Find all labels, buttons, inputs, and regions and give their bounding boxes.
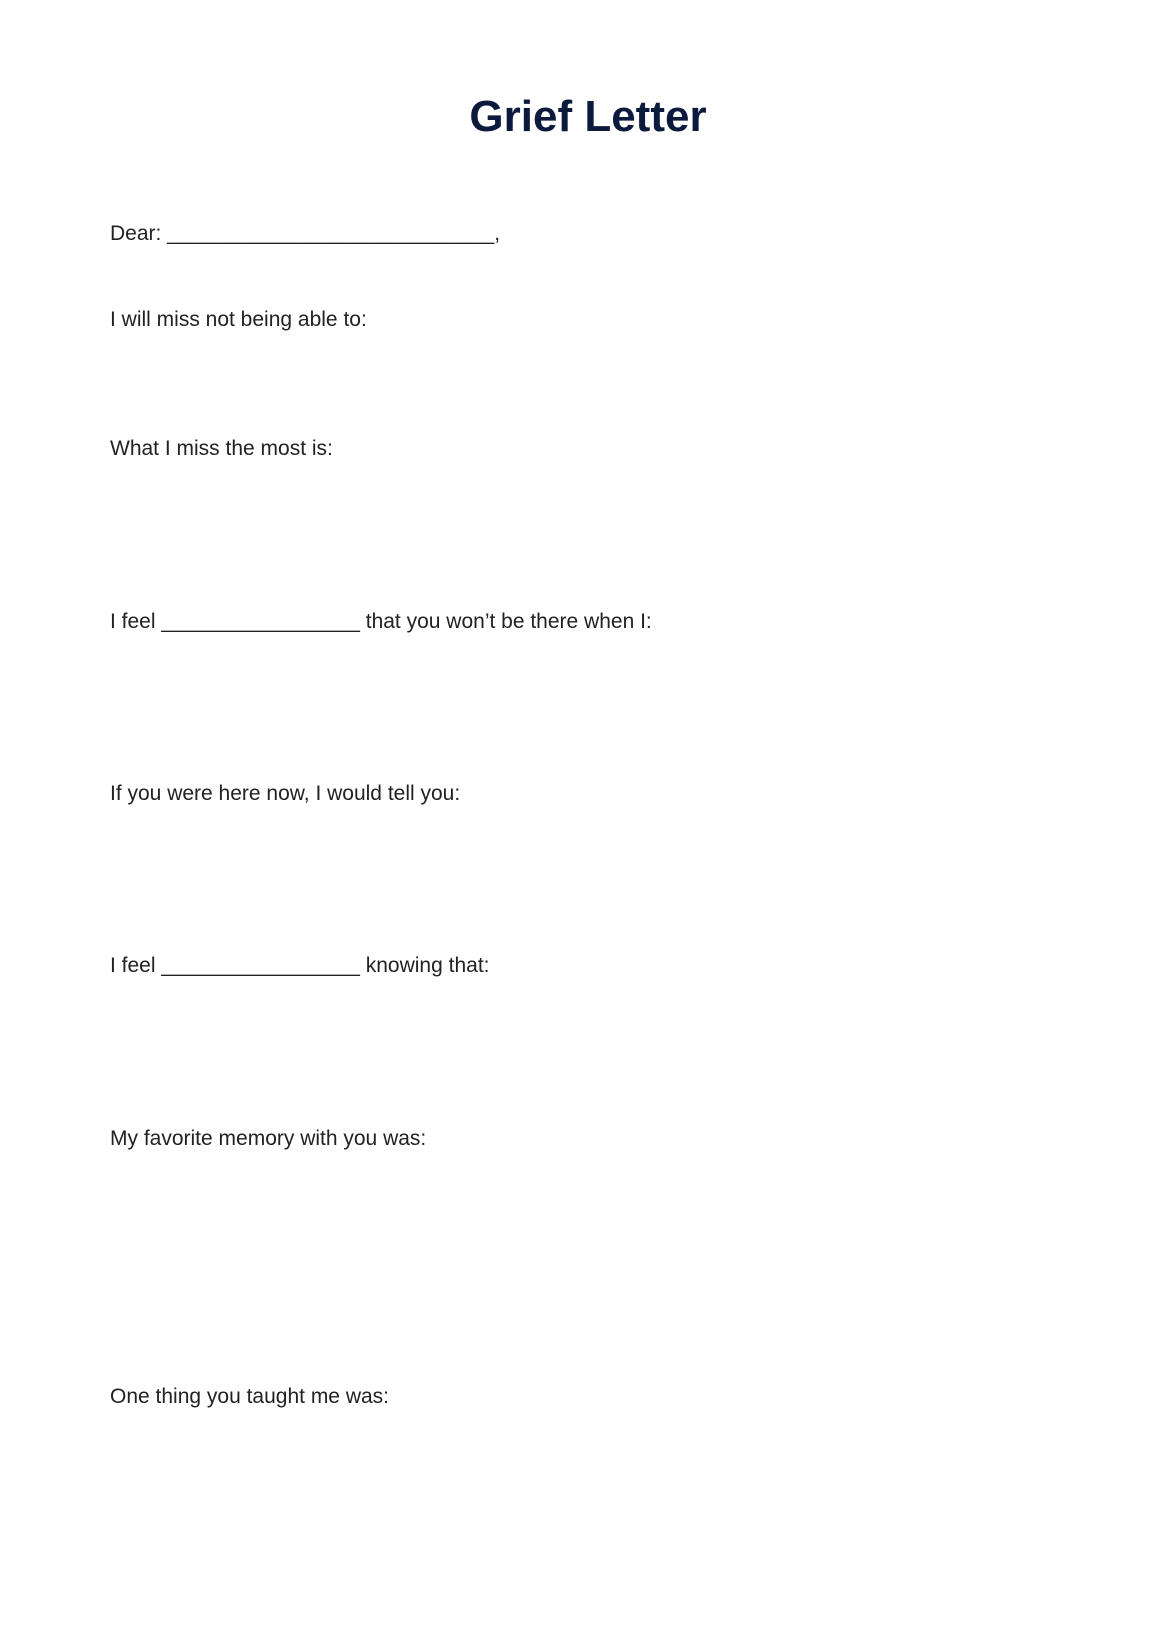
prompt-feel-not-there: I feel _________________ that you won’t be there when I:: [110, 610, 652, 633]
prompt-miss-not-able: I will miss not being able to:: [110, 308, 367, 331]
prompt-taught-me: One thing you taught me was:: [110, 1385, 389, 1408]
prompt-would-tell: If you were here now, I would tell you:: [110, 782, 461, 805]
prompt-feel-knowing: I feel _________________ knowing that:: [110, 954, 490, 977]
prompt-miss-most: What I miss the most is:: [110, 437, 333, 460]
prompt-favorite-memory: My favorite memory with you was:: [110, 1127, 427, 1150]
document-title: Grief Letter: [469, 92, 707, 141]
salutation-prompt: Dear: ____________________________,: [110, 222, 501, 245]
